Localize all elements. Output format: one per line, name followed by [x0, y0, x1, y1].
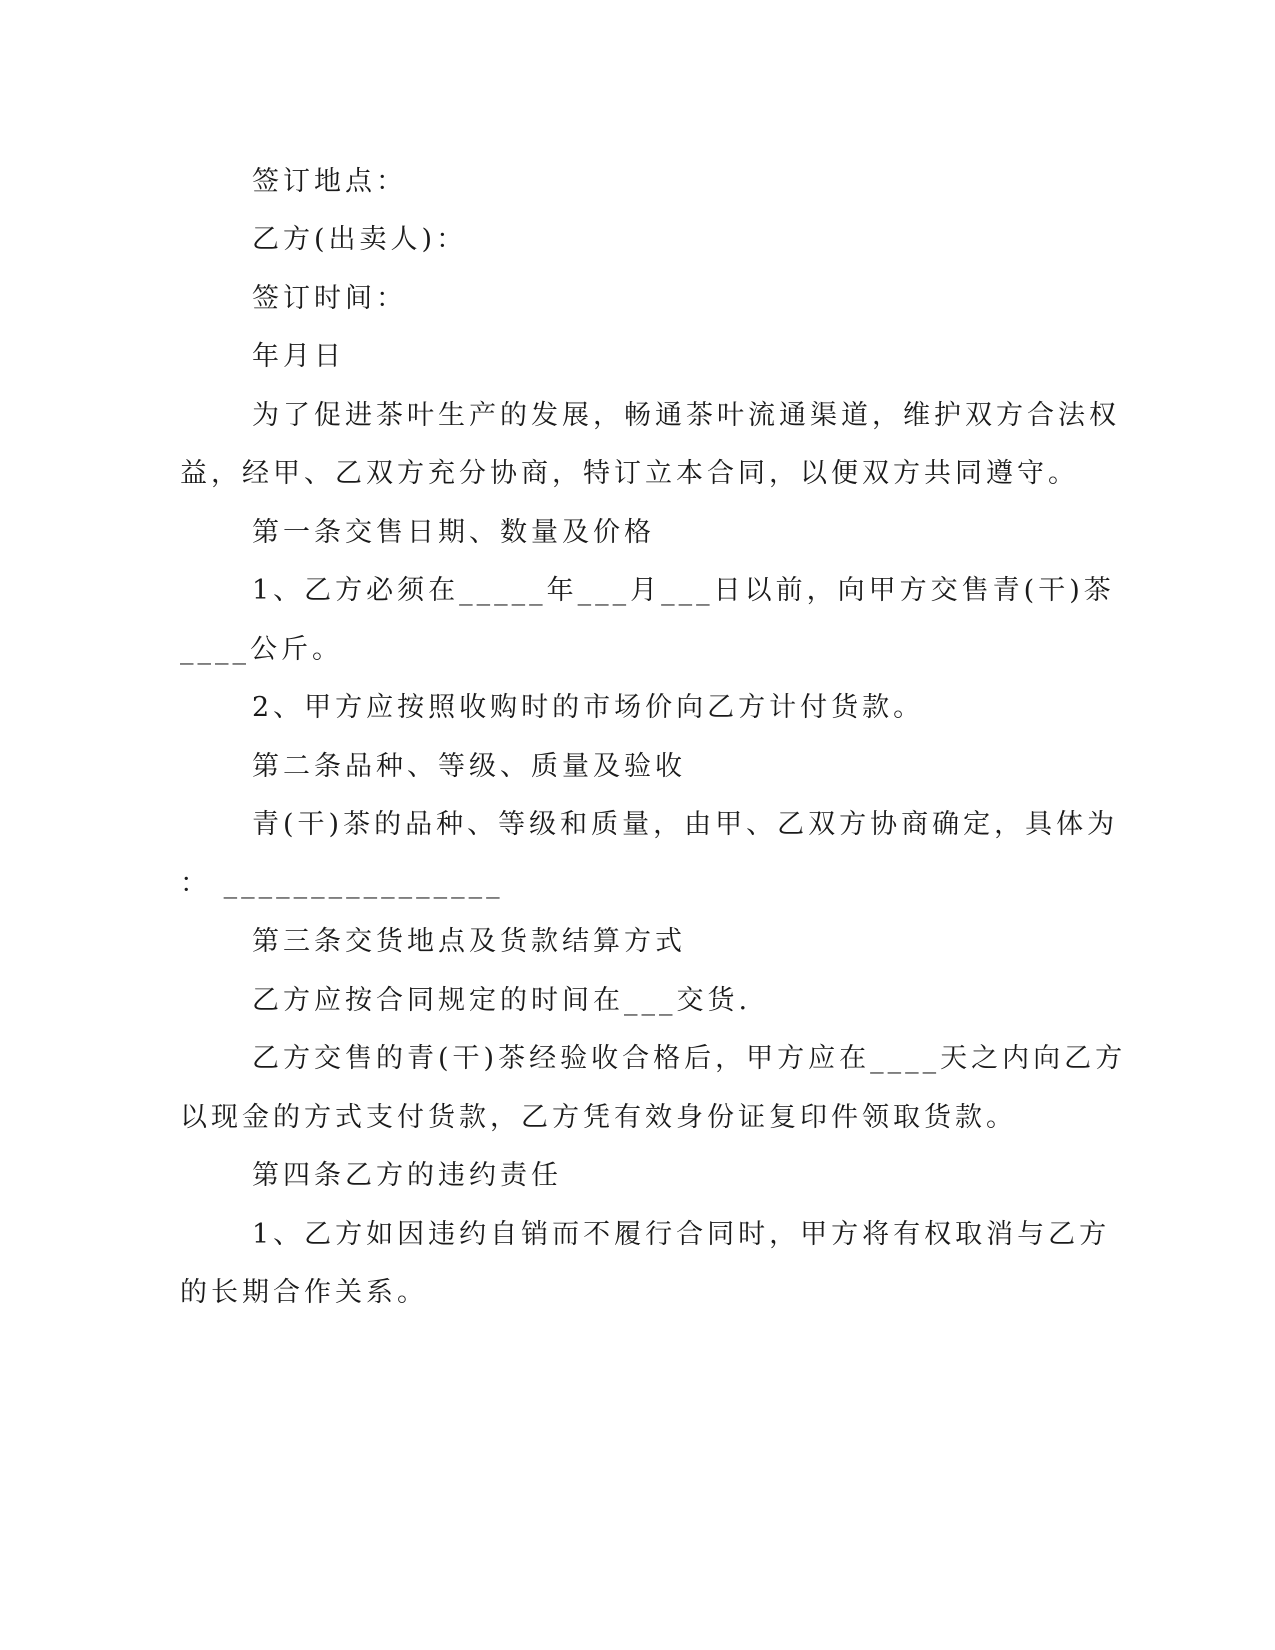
article-2-text-line-2: ： ________________	[180, 868, 504, 899]
date-line: 年月日	[252, 341, 345, 372]
preamble-line-1: 为了促进茶叶生产的发展，畅通茶叶流通渠道，维护双方合法权	[252, 400, 1120, 431]
preamble-line-2: 益，经甲、乙双方充分协商，特订立本合同，以便双方共同遵守。	[180, 458, 1079, 489]
article-1-heading: 第一条交售日期、数量及价格	[252, 517, 655, 548]
article-1-clause-2: 2、甲方应按照收购时的市场价向乙方计付货款。	[252, 692, 925, 723]
article-4-clause-1-line-2: 的长期合作关系。	[180, 1277, 428, 1308]
party-b-line: 乙方(出卖人)：	[252, 224, 468, 255]
article-4-heading: 第四条乙方的违约责任	[252, 1160, 562, 1191]
article-3-text-2-line-2: 以现金的方式支付货款，乙方凭有效身份证复印件领取货款。	[180, 1102, 1017, 1133]
article-4-clause-1-line-1: 1、乙方如因违约自销而不履行合同时，甲方将有权取消与乙方	[252, 1219, 1111, 1250]
article-3-text-1: 乙方应按合同规定的时间在___交货.	[252, 985, 752, 1016]
article-1-clause-1-line-2: ____公斤。	[180, 634, 343, 665]
signing-time-line: 签订时间：	[252, 283, 407, 314]
article-1-clause-1-line-1: 1、乙方必须在_____年___月___日以前，向甲方交售青(干)茶	[252, 575, 1115, 606]
article-2-text-line-1: 青(干)茶的品种、等级和质量，由甲、乙双方协商确定，具体为	[252, 809, 1119, 840]
signing-place-line: 签订地点：	[252, 166, 407, 197]
article-2-heading: 第二条品种、等级、质量及验收	[252, 751, 686, 782]
article-3-heading: 第三条交货地点及货款结算方式	[252, 926, 686, 957]
article-3-text-2-line-1: 乙方交售的青(干)茶经验收合格后，甲方应在____天之内向乙方	[252, 1043, 1127, 1074]
